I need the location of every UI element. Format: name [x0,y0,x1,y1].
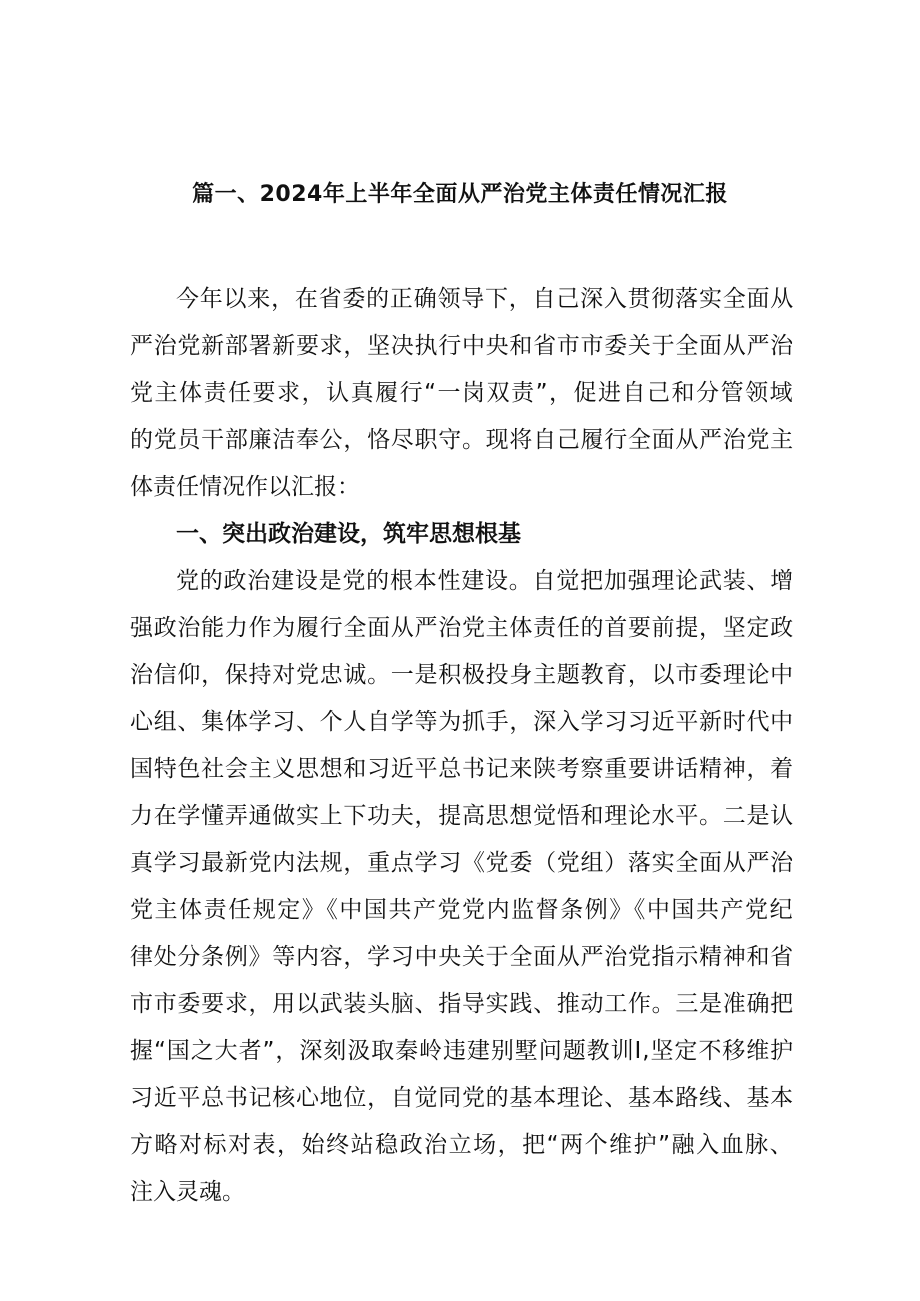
paragraph-line: 习近平总书记核心地位，自觉同党的基本理论、基本路线、基本 [130,1085,794,1111]
paragraph-line: 体责任情况作以汇报： [130,474,360,500]
paragraph-line: 严治党新部署新要求，坚决执行中央和省市市委关于全面从严治 [130,333,794,359]
document-body [130,276,794,1216]
paragraph-line: 治信仰，保持对党忠诚。一是积极投身主题教育，以市委理论中 [130,662,794,688]
paragraph-line: 强政治能力作为履行全面从严治党主体责任的首要前提，坚定政 [130,615,794,641]
section-heading: 一、突出政治建设，筑牢思想根基 [176,521,521,547]
paragraph-line: 注入灵魂。 [130,1179,245,1205]
paragraph-line: 党主体责任要求，认真履行“一岗双责”，促进自己和分管领域 [130,380,795,406]
paragraph-line: 今年以来，在省委的正确领导下，自己深入贯彻落实全面从 [176,286,795,312]
paragraph-line: 的党员干部廉洁奉公，恪尽职守。现将自己履行全面从严治党主 [130,427,794,453]
paragraph-line: 党的政治建设是党的根本性建设。自觉把加强理论武装、增 [176,568,795,594]
paragraph-line: 方略对标对表，始终站稳政治立场，把“两个维护”融入血脉、 [130,1132,795,1158]
paragraph-line: 党主体责任规定》《中国共产党党内监督条例》《中国共产党纪 [130,897,795,923]
paragraph-line: 市市委要求，用以武装头脑、指导实践、推动工作。三是准确把 [130,991,794,1017]
paragraph-line: 力在学懂弄通做实上下功夫，提高思想觉悟和理论水平。二是认 [130,803,794,829]
paragraph-line: 真学习最新党内法规，重点学习《党委（党组）落实全面从严治 [130,850,794,876]
paragraph-line: 国特色社会主义思想和习近平总书记来陕考察重要讲话精神，着 [130,756,794,782]
paragraph-line: 心组、集体学习、个人自学等为抓手，深入学习习近平新时代中 [130,709,794,735]
paragraph-line: 律处分条例》等内容，学习中央关于全面从严治党指示精神和省 [130,944,794,970]
paragraph-line: 握“国之大者”，深刻汲取秦岭违建别墅问题教训I,坚定不移维护 [130,1038,795,1064]
document-title: 篇一、2024年上半年全面从严治党主体责任情况汇报 [192,182,728,207]
